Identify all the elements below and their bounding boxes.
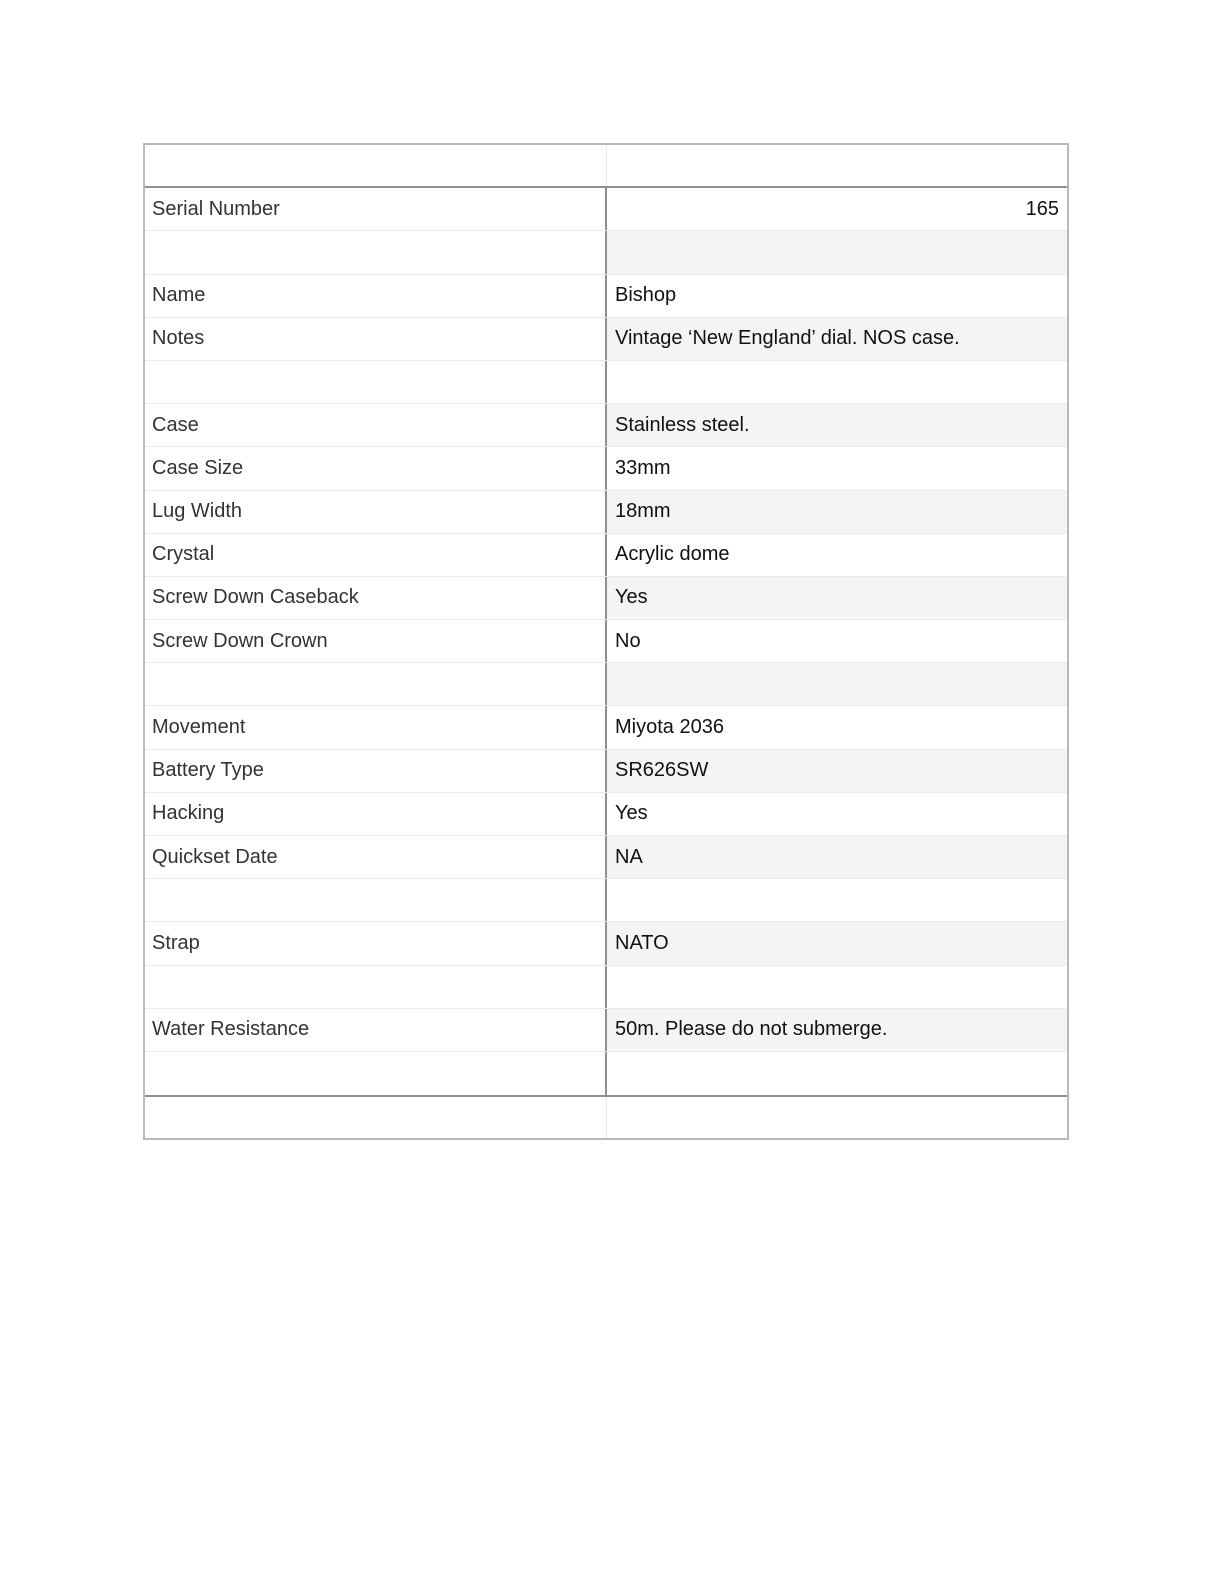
row-value: NA — [607, 836, 1067, 878]
row-value: Acrylic dome — [607, 534, 1067, 576]
row-label — [145, 231, 607, 273]
table-row-blank — [145, 879, 1067, 922]
row-label: Quickset Date — [145, 836, 607, 878]
table-row-lug-width — [145, 491, 1067, 534]
table-row-blank — [145, 361, 1067, 404]
row-label: Water Resistance — [145, 1009, 607, 1051]
row-value: No — [607, 620, 1067, 662]
row-label: Screw Down Caseback — [145, 577, 607, 619]
row-label — [145, 361, 607, 403]
row-value: SR626SW — [607, 750, 1067, 792]
table-row-blank — [145, 231, 1067, 274]
row-value: Stainless steel. — [607, 404, 1067, 446]
row-value: 50m. Please do not submerge. — [607, 1009, 1067, 1051]
row-label: Case — [145, 404, 607, 446]
row-label: Screw Down Crown — [145, 620, 607, 662]
table-row-battery-type — [145, 750, 1067, 793]
table-row-case — [145, 404, 1067, 447]
row-value: Yes — [607, 793, 1067, 835]
table-row-serial-number — [145, 188, 1067, 231]
header-cell-label — [145, 145, 607, 186]
row-value — [607, 361, 1067, 403]
row-label: Crystal — [145, 534, 607, 576]
row-value: Yes — [607, 577, 1067, 619]
table-footer-row — [145, 1095, 1067, 1138]
row-label — [145, 1052, 607, 1095]
row-value — [607, 966, 1067, 1008]
table-header-row — [145, 145, 1067, 188]
table-row-hacking — [145, 793, 1067, 836]
table-row-blank — [145, 663, 1067, 706]
row-label: Movement — [145, 706, 607, 748]
table-row-water-resistance — [145, 1009, 1067, 1052]
table-row-name — [145, 275, 1067, 318]
row-value: NATO — [607, 922, 1067, 964]
table-row-strap — [145, 922, 1067, 965]
row-label — [145, 663, 607, 705]
table-row-screw-down-caseback — [145, 577, 1067, 620]
footer-cell-label — [145, 1097, 607, 1138]
row-label — [145, 966, 607, 1008]
table-row-blank — [145, 1052, 1067, 1095]
row-label: Case Size — [145, 447, 607, 489]
table-row-screw-down-crown — [145, 620, 1067, 663]
table-row-case-size — [145, 447, 1067, 490]
row-value — [607, 231, 1067, 273]
row-label: Lug Width — [145, 491, 607, 533]
spec-table — [143, 143, 1069, 1140]
row-label: Battery Type — [145, 750, 607, 792]
row-value — [607, 663, 1067, 705]
row-label: Name — [145, 275, 607, 317]
row-label: Notes — [145, 318, 607, 360]
table-row-quickset-date — [145, 836, 1067, 879]
footer-cell-value — [607, 1097, 1067, 1138]
row-value: 33mm — [607, 447, 1067, 489]
table-row-notes — [145, 318, 1067, 361]
row-label: Hacking — [145, 793, 607, 835]
row-value — [607, 1052, 1067, 1095]
row-value: Miyota 2036 — [607, 706, 1067, 748]
row-value — [607, 879, 1067, 921]
table-row-movement — [145, 706, 1067, 749]
row-value: Vintage ‘New England’ dial. NOS case. — [607, 318, 1067, 360]
row-value: 165 — [607, 188, 1067, 230]
row-label — [145, 879, 607, 921]
header-cell-value — [607, 145, 1067, 186]
table-row-crystal — [145, 534, 1067, 577]
row-label: Strap — [145, 922, 607, 964]
row-value: 18mm — [607, 491, 1067, 533]
table-row-blank — [145, 966, 1067, 1009]
row-label: Serial Number — [145, 188, 607, 230]
row-value: Bishop — [607, 275, 1067, 317]
